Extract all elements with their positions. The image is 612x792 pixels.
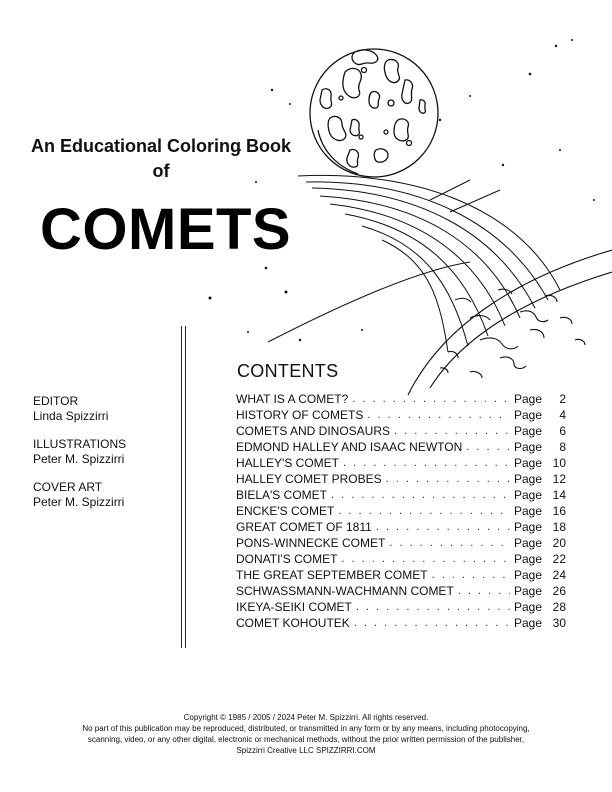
- toc-leader-dots: [352, 391, 510, 407]
- toc-leader-dots: [356, 599, 510, 615]
- table-of-contents: [236, 391, 566, 631]
- toc-entry-title: HALLEY COMET PROBES: [236, 472, 382, 486]
- toc-page-label: Page: [514, 616, 543, 630]
- toc-leader-dots: [376, 519, 510, 535]
- toc-entry-title: ENCKE'S COMET: [236, 504, 335, 518]
- toc-page-number: 20: [552, 536, 566, 550]
- toc-page-number: 6: [559, 424, 566, 438]
- toc-page-number: 4: [559, 408, 566, 422]
- toc-page-label: Page: [514, 440, 543, 454]
- credit-role: ILLUSTRATIONS: [33, 437, 127, 451]
- toc-leader-dots: [354, 615, 510, 631]
- toc-page-label: Page: [514, 584, 543, 598]
- toc-entry-title: DONATI'S COMET: [236, 552, 338, 566]
- toc-leader-dots: [341, 551, 510, 567]
- toc-entry: [236, 503, 566, 519]
- star-dots: [209, 39, 596, 341]
- toc-page-label: Page: [514, 504, 543, 518]
- toc-page-label: Page: [514, 408, 543, 422]
- toc-entry: [236, 487, 566, 503]
- toc-entry-title: HALLEY'S COMET: [236, 456, 339, 470]
- book-subtitle-line2: of: [152, 161, 170, 181]
- toc-page-number: 18: [552, 520, 566, 534]
- contents-heading: CONTENTS: [237, 361, 339, 381]
- toc-page-number: 2: [559, 392, 566, 406]
- toc-entry-title: COMET KOHOUTEK: [236, 616, 350, 630]
- toc-page-label: Page: [514, 424, 543, 438]
- toc-page-label: Page: [514, 472, 543, 486]
- toc-page-number: 24: [552, 568, 566, 582]
- credit-name: Peter M. Spizzirri: [33, 495, 125, 509]
- toc-entry-title: EDMOND HALLEY AND ISAAC NEWTON: [236, 440, 463, 454]
- toc-leader-dots: [394, 423, 510, 439]
- toc-page-number: 26: [552, 584, 566, 598]
- toc-page-label: Page: [514, 456, 543, 470]
- planet-horizon-illustration: [408, 250, 612, 395]
- credit-illustrations: [33, 437, 126, 467]
- toc-entry: [236, 615, 566, 631]
- toc-page-number: 16: [552, 504, 566, 518]
- toc-entry: [236, 519, 566, 535]
- toc-entry: [236, 423, 566, 439]
- toc-leader-dots: [343, 455, 510, 471]
- toc-page-number: 14: [552, 488, 566, 502]
- credit-name: Peter M. Spizzirri: [33, 452, 125, 466]
- toc-entry: [236, 455, 566, 471]
- book-subtitle-line1: An Educational Coloring Book: [31, 136, 291, 156]
- toc-page-number: 10: [552, 456, 566, 470]
- toc-entry: [236, 471, 566, 487]
- toc-entry: [236, 391, 566, 407]
- toc-entry-title: SCHWASSMANN-WACHMANN COMET: [236, 584, 454, 598]
- rights-line: scanning, video, or any other digital, electronic or mechanical methods, without the prior written permission of the publisher,: [87, 735, 525, 744]
- credits-block: [33, 394, 126, 523]
- divider-line-right: [185, 326, 186, 648]
- toc-leader-dots: [338, 503, 510, 519]
- toc-leader-dots: [389, 535, 510, 551]
- credit-cover-art: [33, 480, 126, 510]
- credit-role: EDITOR: [33, 394, 79, 408]
- toc-leader-dots: [367, 407, 510, 423]
- toc-page-label: Page: [514, 552, 543, 566]
- moon-illustration: [310, 49, 438, 177]
- toc-page-label: Page: [514, 520, 543, 534]
- toc-page-number: 28: [552, 600, 566, 614]
- credit-editor: [33, 394, 126, 424]
- toc-entry: [236, 439, 566, 455]
- toc-entry: [236, 407, 566, 423]
- divider-line-left: [181, 326, 182, 648]
- book-title: COMETS: [40, 197, 292, 262]
- toc-leader-dots: [331, 487, 510, 503]
- toc-leader-dots: [466, 439, 510, 455]
- toc-page-label: Page: [514, 488, 543, 502]
- toc-page-number: 30: [552, 616, 566, 630]
- credit-role: COVER ART: [33, 480, 103, 494]
- toc-entry-title: COMETS AND DINOSAURS: [236, 424, 391, 438]
- toc-entry-title: HISTORY OF COMETS: [236, 408, 364, 422]
- toc-entry-title: GREAT COMET OF 1811: [236, 520, 372, 534]
- toc-entry: [236, 551, 566, 567]
- publisher-line: Spizzirri Creative LLC SPIZZIRRI.COM: [236, 746, 376, 755]
- toc-page-number: 8: [559, 440, 566, 454]
- toc-entry-title: PONS-WINNECKE COMET: [236, 536, 386, 550]
- toc-page-label: Page: [514, 536, 543, 550]
- toc-leader-dots: [386, 471, 510, 487]
- toc-page-label: Page: [514, 392, 543, 406]
- toc-entry: [236, 535, 566, 551]
- toc-entry: [236, 567, 566, 583]
- toc-leader-dots: [458, 583, 510, 599]
- rights-line: No part of this publication may be reproduced, distributed, or transmitted in any form or by any means, including photocopying,: [82, 724, 530, 733]
- toc-entry-title: IKEYA-SEIKI COMET: [236, 600, 352, 614]
- toc-entry-title: WHAT IS A COMET?: [236, 392, 349, 406]
- toc-entry: [236, 583, 566, 599]
- toc-leader-dots: [432, 567, 510, 583]
- toc-entry: [236, 599, 566, 615]
- credit-name: Linda Spizzirri: [33, 409, 109, 423]
- toc-entry-title: THE GREAT SEPTEMBER COMET: [236, 568, 428, 582]
- toc-page-label: Page: [514, 600, 543, 614]
- copyright-notice: [20, 712, 592, 756]
- toc-page-number: 22: [552, 552, 566, 566]
- toc-page-number: 12: [552, 472, 566, 486]
- toc-entry-title: BIELA'S COMET: [236, 488, 327, 502]
- comet-tail-illustration: [268, 175, 560, 352]
- copyright-line: Copyright © 1985 / 2005 / 2024 Peter M. Spizzirri. All rights reserved.: [183, 713, 429, 722]
- toc-page-label: Page: [514, 568, 543, 582]
